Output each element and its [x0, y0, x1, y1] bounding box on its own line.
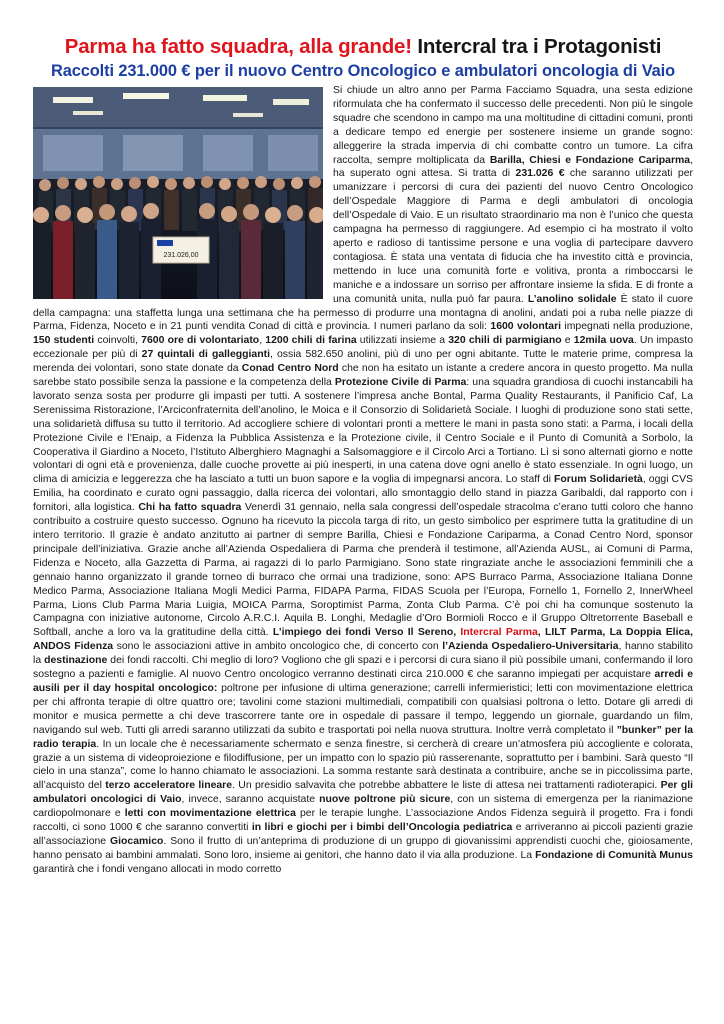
- text-run: utilizzati insieme a: [356, 335, 449, 347]
- bold-run: Per gli ambulatori oncologici di Vaio: [33, 780, 694, 806]
- bold-run: L’impiego dei fondi Verso Il Sereno,: [272, 627, 461, 639]
- text-run: garantirà che i fondi vengano allocati in modo corretto: [33, 863, 282, 875]
- text-run: . In un locale che è necessariamente schermato e senza finestre, si cercherà di creare un’atmosfera più accogliente e colorata, grazie a un sistema di videoproiezione e filodiffusione, per un impatto con lo spazio più rasserenante, soprattutto per i bambini. Sarà questo “Il cielo in una stanza”, come lo hanno chiamato le associazioni. La somma restante sarà destinata a contribuire, anche se in piccolissima parte, all’acquisto del: [33, 738, 693, 792]
- bold-run: nuove poltrone più sicure: [319, 794, 451, 806]
- text-run: , ossia 582.650 anolini, più di uno per ogni abitante. Tutte le materie prime, compresa la merenda dei volontari, sono state donate da: [33, 349, 693, 375]
- bold-run: ”bunker” per la radio terapia: [33, 724, 693, 750]
- text-run: per le terapie lunghe. L’associazione Andos Fidenza seguirà il progetto. Fra i fondi raccolti, ci sono 1000 € che saranno convertiti: [33, 808, 693, 834]
- article: [33, 34, 693, 877]
- bold-run: destinazione: [44, 655, 108, 667]
- text-run: che non ha esitato un istante a credere ancora in questo progetto. Ma nulla sarebbe stato possibile senza la passione e la competenza della: [33, 363, 693, 389]
- bold-run: arredi e ausili per il day hospital oncologico:: [33, 669, 694, 694]
- bold-run: 7600 ore di volontariato: [141, 335, 260, 347]
- group-photo: [33, 87, 323, 299]
- bold-run: 27 quintali di galleggianti: [141, 349, 270, 361]
- bold-run: 150 studenti: [33, 335, 95, 347]
- text-run: poltrone per infusione di ultima generazione; carrelli infermieristici; letti con movimentazione elettrica per chi affronta terapie di oltre quattro ore; tavolini come stazioni multimediali, compatibili con qualsiasi poltrona o letto. Dotare gli arredi di monitor e musica permette a chi deve trascorrere tante ore in ospedale di passare il tempo, leggendo un giornale, guardando un film, navigando sul web. Tutti gli arredi saranno utilizzati da subito e trasportati poi nella nuova struttura. Inoltre verrà completato il: [33, 682, 693, 736]
- text-run: , ha superato ogni attesa. Si tratta di: [333, 154, 694, 180]
- text-run: . Un impasto eccezionale per più di: [33, 335, 693, 361]
- cheque-amount: 231.026,00: [163, 252, 199, 259]
- text-run: coinvolti,: [94, 335, 142, 347]
- text-run: , con un sistema di emergenza per la rianimazione cardiopolmonare e: [33, 794, 693, 820]
- title-red-part: Parma ha fatto squadra, alla grande!: [64, 35, 412, 58]
- bold-run: Barilla, Chiesi e Fondazione Cariparma: [489, 154, 691, 166]
- bold-run: 1200 chili di farina: [265, 335, 357, 347]
- page-title: [33, 34, 693, 59]
- text-run: che saranno utilizzati per umanizzare i percorsi di cura dei pazienti del nuovo Centro Oncologico dell’Ospedale Maggiore di Parma e degli ambulatori di oncologia dell’Ospedale di Vaio. E un risultato straordinario ma non è l’unico che questa campagna ha permesso di raggiungere. Ad esempio ci ha mostrato il volto aperto e radioso di tantissime persone e una voglia di partecipare davvero contagiosa. È stata una ventata di fiducia che ha investito città e provincia, mettendo in luce una comunità forte e volitiva, pronta a rimboccarsi le maniche e a indossare un sorriso per affrontare insieme la sfida. E di fronte a una comunità unita, nulla può far paura.: [333, 168, 693, 305]
- bold-run: Fondazione di Comunità Munus: [535, 849, 693, 861]
- bold-run: 12mila uova: [573, 335, 634, 347]
- text-run: e: [561, 335, 574, 347]
- bold-run: Protezione Civile di Parma: [334, 377, 467, 389]
- bold-run: Giocamico: [110, 835, 164, 847]
- text-run: : una squadra grandiosa di cuochi instancabili ha lavorato senza sosta per produrre gli impasti per tutti. A sostenere l’impresa anche Bontal, Parma Quality Restaurants, il Panificio Caf, La Serenissima Ristorazione, l’Arciconfraternita dell’anolino, le Moica e il Consorzio di Solidarietà Sociale. I luoghi di produzione sono stati sette, una solidarietà diffusa su tutto il territorio. Ad accogliere schiere di volontari pronti a mettere le mani in pasta sono stati: a Parma, i locali della Protezione Civile e l’Enaip, a Fidenza la Pubblica Assistenza e la Protezione civile, il Centro Sociale e il Punto di Comunità a Sorbolo, la Cooperativa il Giardino a Noceto, l’Istituto Alberghiero Magnaghi a Salsomaggiore e il Circolo Arci a Tortiano. Lì si sono alternati giorno e notte volontari di ogni età e provenienza, dalle cuoche provette ai più inesperti, in una catena dove ogni anello è stato essenziale. In ogni luogo, un clima di amicizia e leggerezza che ha lasciato a tutti un buon sapore e la voglia di impegnarsi ancora. Lo staff di: [33, 377, 693, 486]
- text-run: Si chiude un altro anno per Parma Facciamo Squadra, una sesta edizione riformulata che ha confermato il successo delle precedenti. Non più le singole squadre che scendono in campo ma una moltitudine di cittadini comuni, pronti a dedicare tempo ed energie per sostenere insieme un grande sogno: alleggerire la strada impervia di chi combatte contro un tumore. La cifra raccolta, sempre moltiplicata da: [333, 85, 693, 166]
- bold-run: in libri e giochi per i bimbi dell’Oncologia pediatrica: [251, 822, 513, 834]
- bold-run: Conad Centro Nord: [241, 363, 339, 375]
- bold-run: Forum Solidarietà: [554, 474, 643, 486]
- bold-run: 231.026 €: [515, 168, 565, 180]
- bold-run: l’Azienda Ospedaliero-Universitaria: [442, 641, 619, 653]
- bold-run: L’anolino solidale: [527, 293, 617, 305]
- bold-run: letti con movimentazione elettrica: [124, 808, 296, 820]
- text-run: , invece, saranno acquistate: [181, 794, 320, 806]
- bold-run: 320 chili di parmigiano: [448, 335, 562, 347]
- bold-run: Chi ha fatto squadra: [138, 502, 242, 514]
- text-run: . Un presidio salvavita che potrebbe abbattere le liste di attesa nei trattamenti radioterapici.: [232, 780, 661, 792]
- intercral-highlight: Intercral Parma: [460, 627, 538, 639]
- bold-run: 1600 volontari: [490, 321, 562, 333]
- title-black-part: Intercral tra i Protagonisti: [417, 35, 662, 58]
- text-run: . Sono il frutto di un’anteprima di produzione di un gruppo di giovanissimi apprendisti cuochi che, gioiosamente, hanno pensato ai bambini ammalati. Sono loro, insieme ai genitori, che hanno dato il via alla produzione. La: [33, 835, 693, 861]
- bold-run: terzo acceleratore lineare: [105, 780, 233, 792]
- text-run: impegnati nella produzione,: [561, 321, 693, 333]
- article-body: [33, 84, 693, 877]
- text-run: , hanno stabilito la: [33, 641, 693, 667]
- text-run: e arriveranno ai piccoli pazienti grazie all’associazione: [33, 822, 694, 847]
- text-run: È stato il cuore della campagna: una staffetta lunga una settimana che ha permesso di produrre una montagna di anolini, andati poi a ruba nelle piazze di Parma, Fidenza, Noceto e in 21 punti vendita Conad di città e provincia. I numeri parlano da soli:: [33, 293, 694, 333]
- bold-run: , LILT Parma, La Doppia Elica, ANDOS Fidenza: [33, 627, 693, 653]
- text-run: Venerdì 31 gennaio, nella sala congressi dell’ospedale stracolma c’erano tutti coloro che hanno contribuito a costruire questo successo. Ognuno ha ricevuto la piccola targa di rito, un gesto simbolico per esprimere tutta la gratitudine di un intero territorio. Il grazie è andato anzitutto ai partner di sempre Barilla, Chiesi e Fondazione Cariparma, a Conad Centro Nord, sponsor principale dell’iniziativa. Grazie anche all’Azienda Ospedaliera di Parma che prenderà il testimone, all’Azienda AUSL, ai Comuni di Parma, Fidenza e Noceto, alla Gazzetta di Parma, ai ragazzi di Io parlo Parmigiano. Sono state ringraziate anche le associazioni femminili che a gennaio hanno organizzato il grande torneo di burraco che ormai una tradizione, sono: APS Burraco Parma, Associazione Italiana Donne Medico Parma, Associazione Italiana Mogli Medici Parma, FIDAPA Parma, FIDAS Scuola per l’Europa, Fornello 1, Fornello 2, InnerWheel Parma, Lions Club Parma Maria Luigia, MOICA Parma, Soroptimist Parma, Zonta Club Parma. C’è poi chi ha comunque sostenuto la Campagna con iniziative autonome, Circolo A.R.C.I. Aquila B. Longhi, Medaglie d’Oro Bormioli Rocco e il Gruppo Oltretorrente Baseball e Softball, anche a loro va la gratitudine della città.: [33, 502, 694, 639]
- text-run: , oggi CVS Emilia, ha coordinato e curato ogni passaggio, dalla ricerca dei volontari, allo smontaggio dello stand in piazza Garibaldi, dal rapporto con i fornitori, alla logistica.: [33, 474, 693, 514]
- group-photo-image: [33, 87, 323, 299]
- text-run: sono le associazioni attive in ambito oncologico che, di concerto con: [113, 641, 443, 653]
- subtitle: Raccolti 231.000 € per il nuovo Centro Oncologico e ambulatori oncologia di Vaio: [50, 62, 676, 80]
- text-run: dei fondi raccolti. Chi meglio di loro? Vogliono che gli spazi e i percorsi di cura siano il più possibile umani, confermando il loro sostegno a pazienti e famiglie. Al nuovo Centro oncologico verranno destinati circa 210.000 € che saranno impiegati per acquistare: [33, 655, 693, 681]
- text-run: ,: [259, 335, 266, 347]
